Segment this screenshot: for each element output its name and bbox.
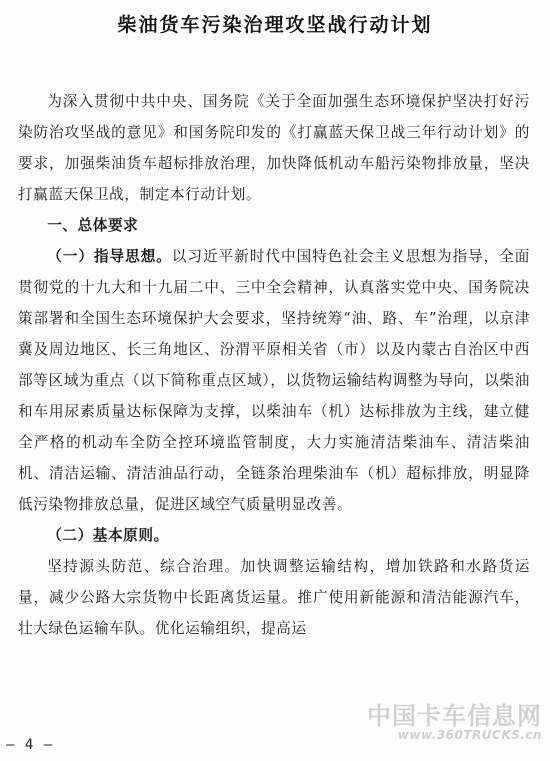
- document-body: [18, 86, 530, 644]
- document-title: 柴油货车污染治理攻坚战行动计划: [117, 14, 433, 36]
- basic-principles-heading: [18, 520, 530, 551]
- intro-paragraph: 为深入贯彻中共中央、国务院《关于全面加强生态环境保护坚决打好污染防治攻坚战的意见》和国务院印发的《打赢蓝天保卫战三年行动计划》的要求，加强柴油货车超标排放治理，加快降低机动车船污染物排放量，坚决打赢蓝天保卫战，制定本行动计划。: [18, 93, 530, 203]
- guiding-ideology-text: 以习近平新时代中国特色社会主义思想为指导，全面贯彻党的十九大和十九届二中、三中全会精神，认真落实党中央、国务院决策部署和全国生态环境保护大会要求，坚持统筹“油、路、车”治理，以京津冀及周边地区、长三角地区、汾渭平原相关省（市）以及内蒙古自治区中西部等区域为重点（以下简称重点区域），以货物运输结构调整为导向，以柴油和车用尿素质量达标保障为支撑，以柴油车（机）达标排放为主线，建立健全严格的机动车全防全控环境监管制度，大力实施清洁柴油车、清洁柴油机、清洁运输、清洁油品行动，全链条治理柴油车（机）超标排放，明显降低污染物排放总量，促进区域空气质量明显改善。: [18, 248, 530, 513]
- watermark-site-url: www.360TRUCKS.cn: [397, 728, 542, 743]
- page-number: — 4 —: [6, 737, 54, 753]
- basic-principles-label: （二）基本原则。: [47, 527, 169, 544]
- section-heading-general-requirements: 一、总体要求: [47, 217, 139, 234]
- basic-principles-paragraph: 坚持源头防范、综合治理。加快调整运输结构，增加铁路和水路货运量，减少公路大宗货物中长距离货运量。推广使用新能源和清洁能源汽车，壮大绿色运输车队。优化运输组织，提高运: [18, 558, 530, 637]
- guiding-ideology-label: （一）指导思想。: [47, 248, 172, 265]
- guiding-ideology-paragraph: [18, 241, 530, 520]
- site-watermark: [367, 704, 542, 742]
- watermark-site-name: 中国卡车信息网: [367, 702, 542, 730]
